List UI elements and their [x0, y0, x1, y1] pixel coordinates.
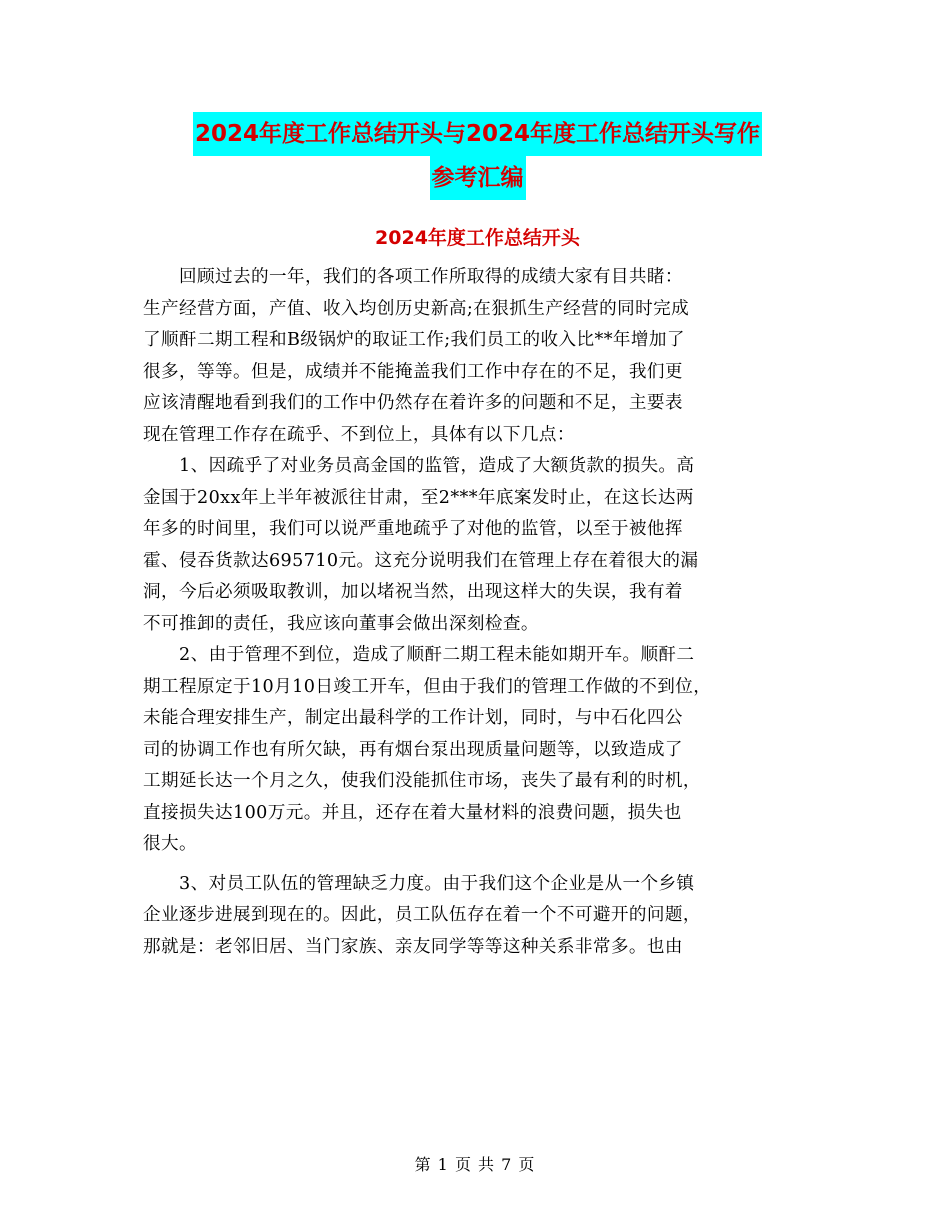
- document-title: [145, 112, 810, 200]
- text-line: 洞，今后必须吸取教训，加以堵祝当然，出现这样大的失误，我有着: [143, 582, 683, 602]
- text-line: 未能合理安排生产，制定出最科学的工作计划，同时，与中石化四公: [143, 708, 683, 728]
- text-line: 直接损失达100万元。并且，还存在着大量材料的浪费问题，损失也: [143, 802, 682, 823]
- text-line: 回顾过去的一年，我们的各项工作所取得的成绩大家有目共睹：: [179, 267, 683, 287]
- paragraph-point-1: [143, 451, 823, 640]
- text-line: 现在管理工作存在疏乎、不到位上，具体有以下几点：: [143, 424, 575, 445]
- paragraph-intro: [143, 262, 823, 451]
- text-line: 期工程原定于10月10日竣工开车，但由于我们的管理工作做的不到位，: [143, 676, 712, 697]
- text-line: 很多，等等。但是，成绩并不能掩盖我们工作中存在的不足，我们更: [143, 361, 683, 382]
- text-line: 霍、侵吞货款达695710元。这充分说明我们在管理上存在着很大的漏: [143, 550, 699, 571]
- page-footer: 第 1 页 共 7 页: [414, 1155, 536, 1174]
- body-text: [143, 262, 823, 963]
- title-line-2: 参考汇编: [430, 156, 526, 200]
- text-line: 那就是：老邻旧居、当门家族、亲友同学等等这种关系非常多。也由: [143, 936, 683, 957]
- section-heading: 2024年度工作总结开头: [375, 227, 580, 249]
- text-line: 生产经营方面，产值、收入均创历史新高;在狠抓生产经营的同时完成: [143, 298, 690, 319]
- paragraph-spacer: [143, 861, 823, 869]
- text-line: 司的协调工作也有所欠缺，再有烟台泵出现质量问题等，以致造成了: [143, 739, 683, 760]
- text-line: 工期延长达一个月之久，使我们没能抓住市场，丧失了最有利的时机，: [143, 771, 701, 791]
- text-line: 年多的时间里，我们可以说严重地疏乎了对他的监管，以至于被他挥: [143, 519, 683, 539]
- text-line: 2、由于管理不到位，造成了顺酐二期工程未能如期开车。顺酐二: [179, 645, 695, 665]
- text-line: 了顺酐二期工程和B级锅炉的取证工作;我们员工的收入比**年增加了: [143, 330, 685, 350]
- paragraph-point-3: [143, 869, 823, 964]
- title-line-1: 2024年度工作总结开头与2024年度工作总结开头写作: [193, 112, 762, 156]
- text-line: 3、对员工队伍的管理缺乏力度。由于我们这个企业是从一个乡镇: [179, 873, 695, 894]
- text-line: 很大。: [143, 834, 197, 854]
- text-line: 金国于20xx年上半年被派往甘肃，至2***年底案发时止，在这长达两: [143, 487, 694, 508]
- paragraph-point-2: [143, 640, 823, 861]
- text-line: 应该清醒地看到我们的工作中仍然存在着许多的问题和不足，主要表: [143, 393, 683, 413]
- text-line: 不可推卸的责任，我应该向董事会做出深刻检查。: [143, 613, 539, 634]
- text-line: 企业逐步进展到现在的。因此，员工队伍存在着一个不可避开的问题，: [143, 905, 701, 925]
- text-line: 1、因疏乎了对业务员高金国的监管，造成了大额货款的损失。高: [179, 456, 695, 476]
